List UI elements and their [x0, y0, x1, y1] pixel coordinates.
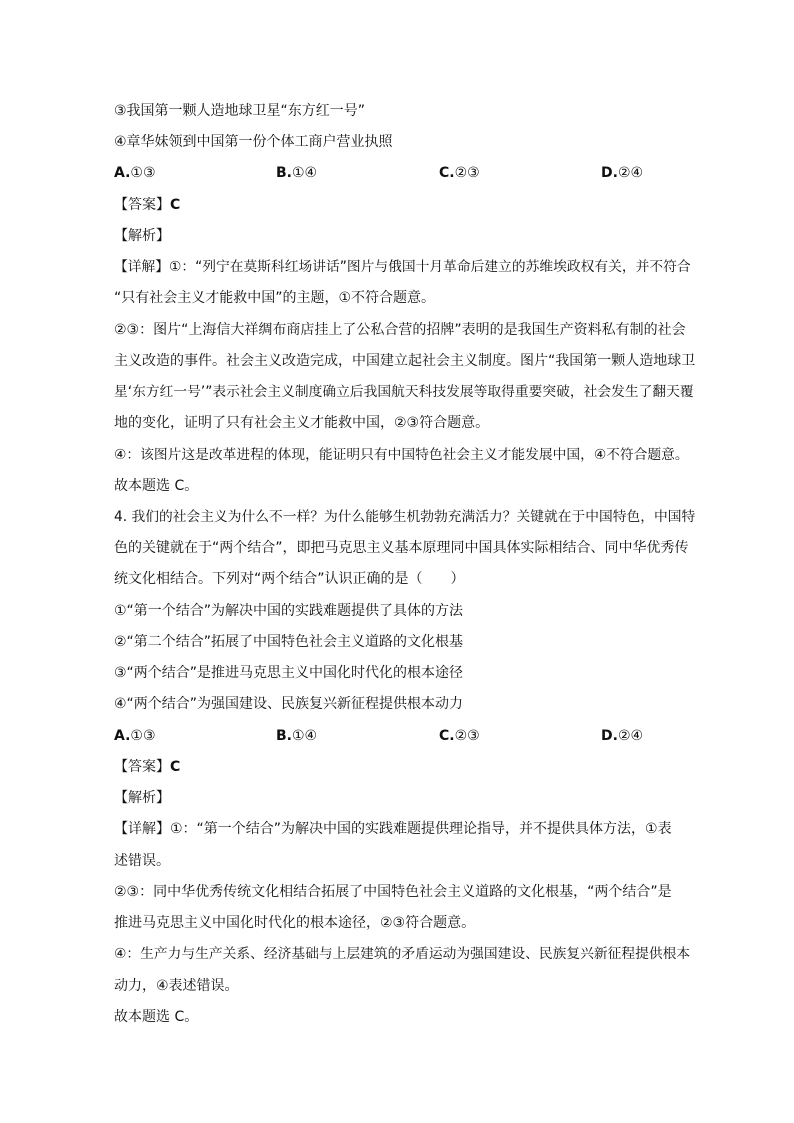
- q4-option-d: D.②④: [601, 728, 644, 744]
- q4-conclusion: 故本题选 C。: [114, 1009, 199, 1025]
- q3-detail-line: 主义改造的事件。社会主义改造完成，中国建立起社会主义制度。图片“我国第一颗人造地球卫: [114, 353, 696, 369]
- q3-answer: 【答案】C: [114, 197, 181, 213]
- q3-detail-line: ②③：图片“上海信大祥绸布商店挂上了公私合营的招牌”表明的是我国生产资料私有制的社会: [114, 322, 686, 338]
- q4-statement-1: ①“第一个结合”为解决中国的实践难题提供了具体的方法: [114, 603, 464, 619]
- q4-detail-line: ④：生产力与生产关系、经济基础与上层建筑的矛盾运动为强国建设、民族复兴新征程提供根本: [114, 946, 691, 962]
- q4-options: [114, 726, 714, 746]
- q4-detail-line: ②③：同中华优秀传统文化相结合拓展了中国特色社会主义道路的文化根基，“两个结合”是: [114, 884, 672, 900]
- statement-4: ④章华妹领到中国第一份个体工商户营业执照: [114, 134, 393, 150]
- q3-detail-line: 星‘东方红一号’”表示社会主义制度确立后我国航天科技发展等取得重要突破，社会发生了翻天覆: [114, 384, 694, 400]
- q4-stem-line: 4. 我们的社会主义为什么不一样？为什么能够生机勃勃充满活力？关键就在于中国特色，中国特: [114, 509, 696, 525]
- q4-detail-line: 推进马克思主义中国化时代化的根本途径，②③符合题意。: [114, 915, 476, 931]
- q3-detail-line: 【详解】①：“列宁在莫斯科红场讲话”图片与俄国十月革命后建立的苏维埃政权有关，并不符合: [114, 259, 691, 275]
- q4-statement-3: ③“两个结合”是推进马克思主义中国化时代化的根本途径: [114, 665, 464, 681]
- q3-option-d: D.②④: [601, 165, 644, 181]
- q3-option-c: C.②③: [439, 165, 480, 181]
- statement-3: ③我国第一颗人造地球卫星“东方红一号”: [114, 103, 366, 119]
- q4-analysis-label: 【解析】: [114, 790, 170, 806]
- q4-statement-4: ④“两个结合”为强国建设、民族复兴新征程提供根本动力: [114, 696, 464, 712]
- q4-stem-line: 色的关键就在于“两个结合”，即把马克思主义基本原理同中国具体实际相结合、同中华优秀传: [114, 540, 689, 556]
- q3-option-b: B.①④: [276, 165, 318, 181]
- q3-detail-line: 地的变化，证明了只有社会主义才能救中国，②③符合题意。: [114, 415, 490, 431]
- q3-options: [114, 163, 714, 183]
- q4-detail-line: 【详解】①：“第一个结合”为解决中国的实践难题提供理论指导，并不提供具体方法，①表: [114, 821, 672, 837]
- q3-detail-line: ④：该图片这是改革进程的体现，能证明只有中国特色社会主义才能发展中国，④不符合题意。: [114, 447, 689, 463]
- q4-stem-line: 统文化相结合。下列对“两个结合”认识正确的是（ ）: [114, 571, 465, 587]
- q3-conclusion: 故本题选 C。: [114, 478, 199, 494]
- q4-detail-line: 动力，④表述错误。: [114, 978, 239, 994]
- q4-answer: 【答案】C: [114, 759, 181, 775]
- q3-option-a: A.①③: [114, 165, 156, 181]
- q4-option-c: C.②③: [439, 728, 480, 744]
- q3-detail-line: “只有社会主义才能救中国”的主题，①不符合题意。: [114, 290, 436, 306]
- q4-detail-line: 述错误。: [114, 853, 170, 869]
- q3-analysis-label: 【解析】: [114, 228, 170, 244]
- q4-option-a: A.①③: [114, 728, 156, 744]
- q4-option-b: B.①④: [276, 728, 318, 744]
- q4-statement-2: ②“第二个结合”拓展了中国特色社会主义道路的文化根基: [114, 634, 464, 650]
